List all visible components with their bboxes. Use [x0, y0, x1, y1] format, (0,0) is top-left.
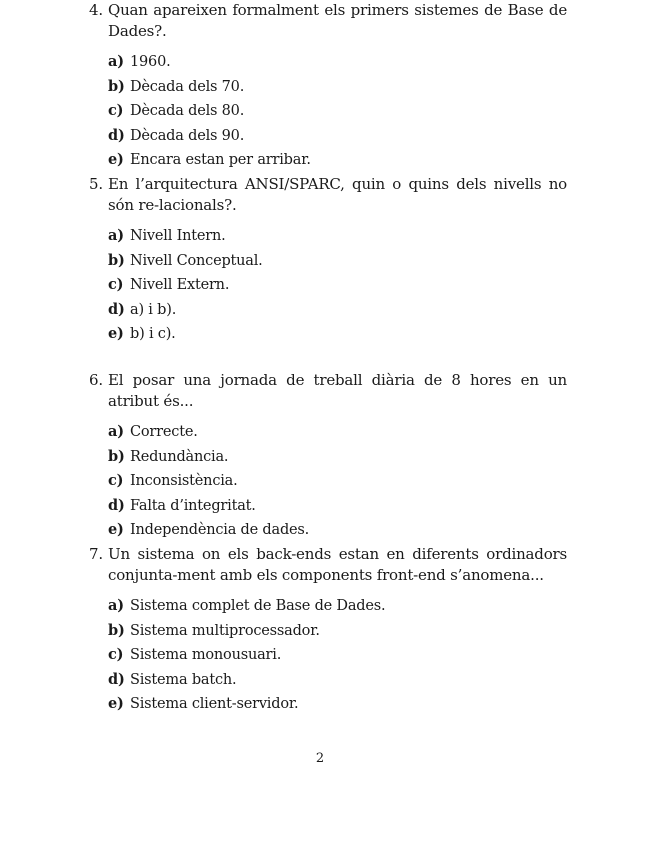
- option-text: Dècada dels 80.: [130, 103, 245, 119]
- option-letter: b): [108, 77, 125, 95]
- option-list: [89, 420, 567, 543]
- option-a: [108, 594, 567, 619]
- option-letter: c): [108, 472, 124, 489]
- option-letter: e): [108, 325, 124, 342]
- option-list: [89, 224, 567, 347]
- option-c: [108, 99, 567, 124]
- option-text: Inconsistència.: [130, 473, 238, 489]
- option-letter: d): [108, 126, 125, 144]
- option-letter: a): [108, 423, 124, 440]
- question-number: 4.: [89, 1, 103, 19]
- option-e: [108, 322, 567, 347]
- question-stem: [89, 0, 567, 42]
- option-letter: e): [108, 695, 124, 712]
- question-number: 5.: [89, 175, 103, 193]
- option-text: Redundància.: [130, 448, 229, 465]
- option-e: [108, 692, 567, 717]
- option-e: [108, 518, 567, 543]
- option-text: Encara estan per arribar.: [130, 152, 311, 168]
- option-letter: d): [108, 496, 125, 514]
- option-a: [108, 224, 567, 249]
- question-text: El posar una jornada de treball diària de 8 hores en un atribut és...: [108, 371, 567, 410]
- option-c: [108, 469, 567, 494]
- option-d: [108, 668, 567, 693]
- option-text: b) i c).: [130, 326, 176, 342]
- option-text: Correcte.: [130, 424, 198, 440]
- question-number: 6.: [89, 371, 103, 389]
- option-c: [108, 643, 567, 668]
- option-letter: b): [108, 621, 125, 639]
- option-b: [108, 445, 567, 470]
- option-a: [108, 420, 567, 445]
- option-text: Sistema complet de Base de Dades.: [130, 598, 386, 614]
- option-text: Sistema batch.: [130, 671, 237, 688]
- option-d: [108, 494, 567, 519]
- option-letter: c): [108, 646, 124, 663]
- option-b: [108, 75, 567, 100]
- question-number: 7.: [89, 545, 103, 563]
- option-letter: b): [108, 447, 125, 465]
- question-stem: [89, 370, 567, 412]
- question-7: [89, 544, 567, 717]
- option-text: a) i b).: [130, 301, 177, 318]
- option-c: [108, 273, 567, 298]
- option-letter: a): [108, 227, 124, 244]
- option-letter: c): [108, 276, 124, 293]
- option-text: Nivell Extern.: [130, 277, 230, 293]
- option-text: Dècada dels 90.: [130, 127, 245, 144]
- option-letter: a): [108, 53, 124, 70]
- question-6: [89, 370, 567, 543]
- option-text: Nivell Conceptual.: [130, 252, 263, 269]
- option-text: Independència de dades.: [130, 522, 310, 538]
- option-text: Sistema client-servidor.: [130, 696, 299, 712]
- option-text: Dècada dels 70.: [130, 78, 245, 95]
- option-list: [89, 594, 567, 717]
- option-e: [108, 148, 567, 173]
- option-text: Sistema multiprocessador.: [130, 622, 320, 639]
- question-5: [89, 174, 567, 347]
- question-stem: [89, 544, 567, 586]
- option-letter: a): [108, 597, 124, 614]
- option-list: [89, 50, 567, 173]
- option-letter: e): [108, 521, 124, 538]
- option-letter: b): [108, 251, 125, 269]
- question-stem: [89, 174, 567, 216]
- option-b: [108, 619, 567, 644]
- question-text: Un sistema on els back-ends estan en diferents ordinadors conjunta-ment amb els components front-end s’anomena...: [108, 545, 567, 584]
- page-number: 2: [315, 751, 325, 766]
- option-text: Falta d’integritat.: [130, 497, 256, 514]
- option-text: 1960.: [130, 54, 171, 70]
- option-text: Nivell Intern.: [130, 228, 226, 244]
- question-4: [89, 0, 567, 173]
- option-a: [108, 50, 567, 75]
- option-b: [108, 249, 567, 274]
- option-d: [108, 124, 567, 149]
- option-d: [108, 298, 567, 323]
- question-text: En l’arquitectura ANSI/SPARC, quin o quins dels nivells no són re-lacionals?.: [108, 175, 567, 214]
- question-text: Quan apareixen formalment els primers sistemes de Base de Dades?.: [108, 1, 567, 40]
- option-letter: d): [108, 300, 125, 318]
- option-text: Sistema monousuari.: [130, 647, 282, 663]
- option-letter: d): [108, 670, 125, 688]
- option-letter: e): [108, 151, 124, 168]
- option-letter: c): [108, 102, 124, 119]
